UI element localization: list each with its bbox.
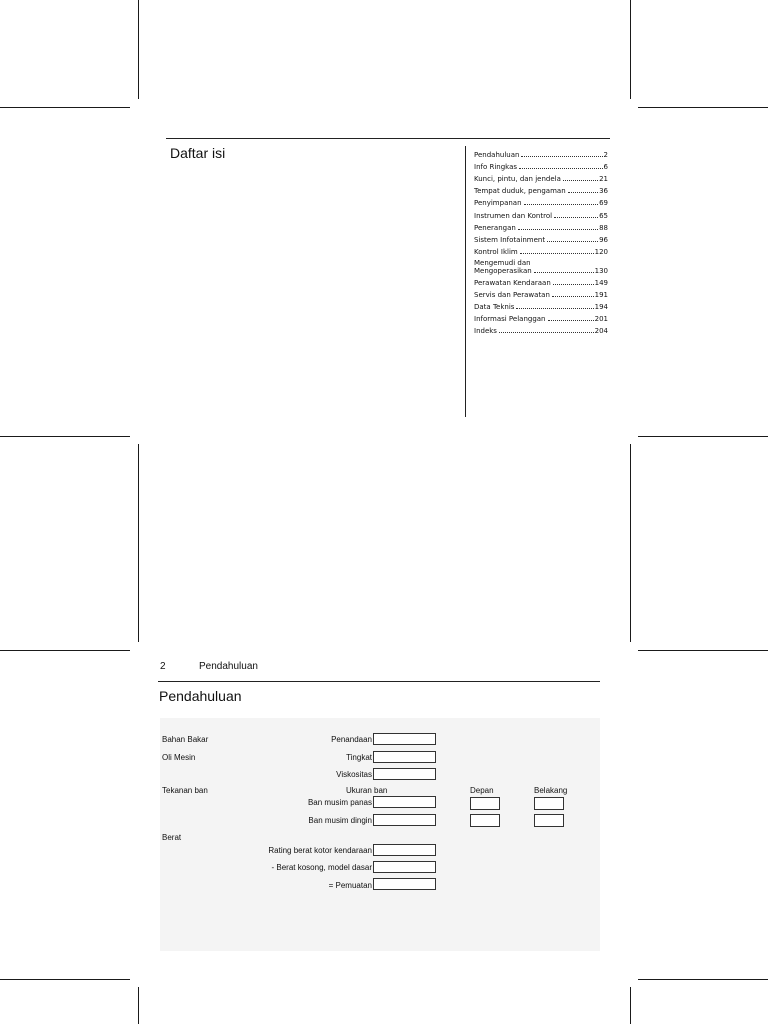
crop-mark: [138, 444, 139, 642]
toc-entry[interactable]: [474, 275, 608, 287]
toc-entry[interactable]: [474, 220, 608, 232]
empty-weight-label: - Berat kosong, model dasar: [271, 863, 372, 872]
load-label: = Pemuatan: [328, 881, 372, 890]
toc-entry[interactable]: [474, 244, 608, 256]
toc-entry-label: Instrumen dan Kontrol: [474, 211, 553, 220]
dot-leader: [568, 192, 598, 193]
summer-tyres-label: Ban musim panas: [307, 798, 372, 807]
toc-entry[interactable]: [474, 299, 608, 311]
toc-entry-label: Penyimpanan: [474, 199, 522, 208]
gross-rating-field[interactable]: [373, 844, 436, 856]
toc-entry-page: 88: [599, 223, 608, 232]
crop-mark: [138, 0, 139, 99]
toc-entry-page: 204: [594, 327, 608, 336]
toc-entry[interactable]: [474, 232, 608, 244]
toc-entry-page: 36: [599, 187, 608, 196]
rear-label: Belakang: [534, 786, 568, 795]
crop-mark: [638, 650, 768, 651]
toc-entry-page: 194: [594, 303, 608, 312]
dot-leader: [547, 241, 598, 242]
toc-entry-label: Penerangan: [474, 223, 516, 232]
crop-mark: [638, 436, 768, 437]
dot-leader: [516, 308, 593, 309]
gross-rating-label: Rating berat kotor kendaraan: [268, 846, 372, 855]
crop-mark: [138, 987, 139, 1024]
dot-leader: [552, 296, 594, 297]
toc-entry-label: Info Ringkas: [474, 163, 518, 172]
running-header: Pendahuluan: [199, 661, 258, 672]
toc-entry-page: 120: [594, 247, 608, 256]
vehicle-data-form: [160, 718, 600, 951]
toc-entry-label: Data Teknis: [474, 303, 515, 312]
crop-mark: [638, 979, 768, 980]
toc-entry-page: 6: [603, 163, 608, 172]
dot-leader: [524, 204, 599, 205]
toc-entry-page: 96: [599, 235, 608, 244]
empty-weight-field[interactable]: [373, 861, 436, 873]
crop-mark: [0, 436, 130, 437]
toc-entry-page: 201: [594, 315, 608, 324]
header-rule: [166, 138, 610, 139]
grade-field[interactable]: [373, 751, 436, 763]
dot-leader: [518, 229, 598, 230]
crop-mark: [0, 107, 130, 108]
toc-entry-page: 2: [603, 151, 608, 160]
toc-entry-page: 149: [594, 278, 608, 287]
toc-entry-label: Servis dan Perawatan: [474, 291, 550, 300]
grade-label: Tingkat: [346, 753, 372, 762]
dot-leader: [521, 156, 602, 157]
designation-label: Penandaan: [331, 735, 372, 744]
toc-entry-page: 65: [599, 211, 608, 220]
toc-entry-label: Perawatan Kendaraan: [474, 278, 551, 287]
toc-entry[interactable]: [474, 159, 608, 171]
winter-front-pressure-field[interactable]: [470, 814, 500, 827]
toc-entry[interactable]: [474, 195, 608, 207]
front-label: Depan: [470, 786, 494, 795]
toc-entry-label-line1: Mengemudi dan: [474, 258, 531, 267]
dot-leader: [554, 217, 598, 218]
winter-tyre-size-field[interactable]: [373, 814, 436, 826]
dot-leader: [553, 284, 594, 285]
toc-entry-page: 130: [594, 266, 608, 275]
toc-entry-label: Kunci, pintu, dan jendela: [474, 175, 561, 184]
header-rule: [158, 681, 600, 682]
page-title: Pendahuluan: [159, 688, 242, 704]
toc-entry-label: Sistem Infotainment: [474, 235, 546, 244]
crop-mark: [630, 444, 631, 642]
toc-entry[interactable]: [474, 287, 608, 299]
dot-leader: [519, 168, 603, 169]
toc-entry-label: Indeks: [474, 327, 497, 336]
engine-oil-label: Oli Mesin: [162, 753, 196, 762]
crop-mark: [630, 987, 631, 1024]
column-divider: [465, 146, 466, 417]
toc-entry-page: 21: [599, 175, 608, 184]
toc-entry[interactable]: [474, 311, 608, 323]
table-of-contents: [474, 147, 608, 335]
tyre-pressure-label: Tekanan ban: [162, 786, 208, 795]
toc-entry-label: Mengoperasikan: [474, 266, 532, 275]
fuel-label: Bahan Bakar: [162, 735, 209, 744]
tyre-size-label: Ukuran ban: [346, 786, 388, 795]
summer-rear-pressure-field[interactable]: [534, 797, 564, 810]
crop-mark: [638, 107, 768, 108]
toc-entry-label: Informasi Pelanggan: [474, 315, 546, 324]
toc-entry[interactable]: [474, 207, 608, 219]
crop-mark: [630, 0, 631, 99]
crop-mark: [0, 979, 130, 980]
toc-entry-page: 191: [594, 291, 608, 300]
summer-front-pressure-field[interactable]: [470, 797, 500, 810]
page-number: 2: [160, 661, 166, 672]
toc-entry[interactable]: [474, 171, 608, 183]
crop-mark: [0, 650, 130, 651]
dot-leader: [548, 320, 594, 321]
dot-leader: [534, 272, 594, 273]
dot-leader: [563, 180, 598, 181]
toc-entry-label: Tempat duduk, pengaman: [474, 187, 566, 196]
toc-entry[interactable]: [474, 323, 608, 335]
dot-leader: [499, 332, 594, 333]
dot-leader: [520, 253, 594, 254]
toc-entry-label: Kontrol Iklim: [474, 247, 518, 256]
viscosity-label: Viskositas: [336, 770, 372, 779]
toc-entry[interactable]: [474, 147, 608, 159]
toc-title: Daftar isi: [170, 145, 226, 161]
viscosity-field[interactable]: [373, 768, 436, 780]
toc-entry-label: Pendahuluan: [474, 151, 520, 160]
toc-entry-page: 69: [599, 199, 608, 208]
weight-label: Berat: [162, 833, 182, 842]
winter-tyres-label: Ban musim dingin: [308, 816, 372, 825]
toc-entry[interactable]: [474, 183, 608, 195]
winter-rear-pressure-field[interactable]: [534, 814, 564, 827]
load-field[interactable]: [373, 878, 436, 890]
summer-tyre-size-field[interactable]: [373, 796, 436, 808]
designation-field[interactable]: [373, 733, 436, 745]
toc-entry[interactable]: [474, 256, 608, 275]
